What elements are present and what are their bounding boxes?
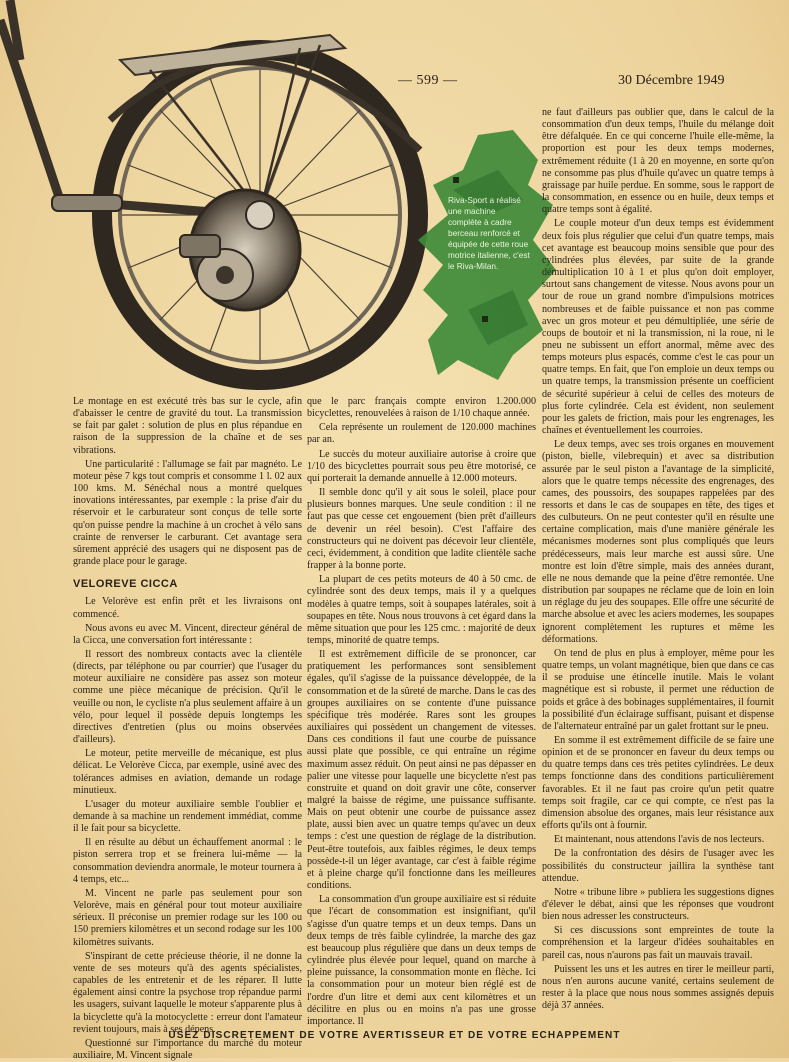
paragraph: Le couple moteur d'un deux temps est évidemment deux fois plus régulier que celui d'un quatre temps, mais cet avantage est beaucoup moins sensible que pour des cylindrées plus élevées, par suite de la grande démultiplication 10 à 1 et plus qu'on doit employer, surtout sans changement de vitesse. Nous avons pour un tour de roue un grand nombre d'impulsions motrices nombreuses et de faible puissance et non pas comme avec un gros moteur et peu démultipliée, une série de coups de boutoir et ni la transmission, ni la roue, ni le pneu ne subissent un effort anormal, même avec des temps moteurs plus espacés, comme c'est le cas pour un quatre temps. En fait, que l'on emploie un deux temps ou un quatre temps, la transmission présente un coefficient de sécurité supérieur à celui de celles des moteurs de plus forte cylindrée. Cela est évident, non seulement pour les galets de friction, mais pour les engrenages, les chaînes et éventuellement les courroies. (542, 218, 774, 437)
photo-caption: Riva-Sport a réalisé une machine complète à cadre berceau renforcé et équipée de cette roue motrice italienne, c'est le Riva-Milan. (448, 195, 530, 271)
paragraph: ne faut d'ailleurs pas oublier que, dans le calcul de la consommation d'un deux temps, l'huile du mélange doit être défalquée. En ce qui concerne l'huile elle-même, la proportion est pour les deux temps modernes, extrêmement réduite (1 à 20 en moyenne, en sorte qu'on ne consomme pas plus d'huile qu'avec un quatre temps à graissage par huile perdue. En somme, sous le rapport de la consommation, en essence ou en huile, deux temps et quatre temps sont à égalité. (542, 107, 774, 216)
section-heading: VELOREVE CICCA (73, 578, 178, 591)
paragraph: Le Velorève est enfin prêt et les livraisons ont commencé. (73, 596, 302, 620)
paragraph: Le montage en est exécuté très bas sur le cycle, afin d'abaisser le centre de gravité du tout. La transmission se fait par galet : solution de plus en plus répandue en raison de la suppression de la chaîne et de ses vibrations. (73, 396, 302, 456)
text-column-3 (542, 107, 774, 1037)
paragraph: S'inspirant de cette précieuse théorie, il ne donne la vente de ses moteurs qu'à des agents spécialistes, capables de les entretenir et de les réparer. Il lutte également ainsi contre la psychose trop répandue parmi les usagers, suivant laquelle le moteur s'apparente plus à la bicyclette qu'à la motocyclette : erreur dont l'amateur revient toujours, mais à ses dépens. (73, 950, 302, 1035)
bicycle-motor-illustration (0, 0, 430, 395)
paragraph: Il ressort des nombreux contacts avec la clientèle (directs, par téléphone ou par courrier) que l'usager du moteur auxiliaire ne considère pas assez son moteur comme une pièce mécanique de précision. Qu'il le veuille ou non, le cycliste n'a plus seulement affaire à un vélo, pour lequel il possède depuis longtemps les directives d'entretien (plus ou moins observées d'ailleurs). (73, 648, 302, 746)
footer-slogan: USEZ DISCRETEMENT DE VOTRE AVERTISSEUR ET DE VOTRE ECHAPPEMENT (168, 1030, 621, 1041)
page-number: — 599 — (398, 73, 458, 88)
paragraph: Et maintenant, nous attendons l'avis de nos lecteurs. (554, 834, 765, 846)
paragraph: Une particularité : l'allumage se fait par magnéto. Le moteur pèse 7 kgs tout compris et consomme 1 l. 02 aux 100 kms. M. Sénéchal nous a montré quelques inovations intéressantes, par exemple : la prise d'air du réservoir et le carburateur sont conçus de telle sorte qu'on puisse pendre la machine à un crochet à vélo sans crainte de renverser le carburant. Cet avantage sera sûrement apprécié des usagers qui ne disposent pas de grande place pour le garage. (73, 458, 302, 568)
paragraph: En somme il est extrêmement difficile de se faire une opinion et de se prononcer en faveur du deux temps ou du quatre temps dans ces très petites cylindrées. Le deux temps fonctionne dans des conditions particulièrement favorables. Et il ne faut pas croire qu'un petit quatre temps soit fragile, car ce qui compte, ce n'est pas la dimension absolue des organes, mais leur résistance aux efforts qu'ils ont à fournir. (542, 734, 774, 832)
paragraph: M. Vincent ne parle pas seulement pour son Velorève, mais en général pour tout moteur auxiliaire sérieux. Il préconise un premier rodage sur les 100 ou 150 premiers kilomètres et un second rodage sur les 100 kilomètres suivants. (73, 887, 302, 948)
paragraph: Nous avons eu avec M. Vincent, directeur général de la Cicca, une conversation fort intéressante : (73, 622, 302, 646)
paragraph: Il en résulte au début un échauffement anormal : le piston serrera trop et se freinera lui-même — la consommation deviendra anormale, le moteur tournera à 4 temps, etc... (73, 837, 302, 885)
paragraph: Si ces discussions sont empreintes de toute la compréhension et la largeur d'idées souhaitables en pareil cas, nous n'aurons pas fait un mauvais travail. (542, 925, 774, 961)
issue-date: 30 Décembre 1949 (618, 73, 725, 88)
paragraph: que le parc français compte environ 1.200.000 bicyclettes, renouvelées à raison de 1/10 chaque année. (307, 396, 536, 420)
paragraph: Puissent les uns et les autres en tirer le meilleur parti, nous n'en aurons aucune vanité, certains seulement de rester à la place que nous nous sommes assignés depuis déjà 37 années. (542, 963, 774, 1012)
text-column-2 (307, 396, 536, 1036)
paragraph: Le moteur, petite merveille de mécanique, est plus délicat. Le Velorève Cicca, par exemple, usiné avec des tolérances admises en aviation, demande un rodage minutieux. (73, 748, 302, 796)
paragraph: La plupart de ces petits moteurs de 40 à 50 cmc. de cylindrée sont des deux temps, mais il y a quelques modèles à quatre temps, soit à soupapes latérales, soit à soupapes en tête. Nous nous trouvons à cet égard dans la même situation que pour les 125 cmc. : majorité de deux temps, minorité de quatre temps. (307, 574, 537, 646)
paragraph: On tend de plus en plus à employer, même pour les quatre temps, un volant magnétique, bien que dans ce cas il se produise une étincelle inutile. Mais le volant magnétique est si robuste, il permet une réduction de poids et grâce à des bobinages supplémentaires, il fournit la possibilité d'un éclairage suffisant, puisant et dispense de l'alternateur entraîné par un galet frottant sur le pneu. (542, 647, 774, 732)
paragraph: Notre « tribune libre » publiera les suggestions dignes d'élever le débat, ainsi que les réponses que voudront bien nous adresser les constructeurs. (542, 886, 774, 923)
caption-bullet-bottom (482, 316, 488, 322)
caption-bullet-top (453, 177, 459, 183)
paragraph: De la confrontation des désirs de l'usager avec les possibilités du constructeur jaillira la synthèse tant attendue. (542, 848, 774, 884)
paragraph: La consommation d'un groupe auxiliaire est si réduite que l'écart de consommation est insignifiant, qu'il s'agisse d'un quatre temps et un deux temps. Dans un deux temps de très faible cylindrée, la marche des gaz est beaucoup plus régulière que dans un deux temps de cylindrée plus élevée pour lequel, quand on marche à pleine puissance, la consommation monte en flèche. Ici la consommation pour un moteur bien réglé est de l'ordre d'un litre et demi aux cent kilomètres et un décilitre en plus ou en moins n'a pas une grosse importance. Il (307, 894, 536, 1027)
paragraph: Cela représente un roulement de 120.000 machines par an. (307, 422, 536, 446)
paragraph: Le deux temps, avec ses trois organes en mouvement (piston, bielle, vilebrequin) et avec sa distribution assurée par le seul piston a l'avantage de la simplicité, alors que le quatre temps nécessite des engrenages, des cames, des poussoirs, des soupapes rappelées par des ressorts et dans le cas de soupapes en tête, des tiges et des culbuteurs. On ne peut contester qu'il en résulte une certaine complication, mais d'une manière générale les mécanismes modernes sont plus compliqués que leurs prédécesseurs, mais leur marche est aussi sûre. Une montre est loin d'être simple, mais des années durant, elle ne nous demande que la peine d'être remontée. Une distribution par soupapes ne réclame que de loin en loin un réglage du jeu des soupapes. Elle offre une sécurité de marche absolue et avec les aciers modernes, les soupapes ignorent complètement les ruptures et même les déformations. (542, 439, 774, 645)
paragraph: L'usager du moteur auxiliaire semble l'oublier et demande à sa machine un rendement immédiat, comme il le fait pour sa bicyclette. (73, 798, 302, 835)
paragraph: Il est extrêmement difficile de se prononcer, car pratiquement les performances sont sensiblement égales, qu'il s'agisse de la puissance développée, de la consommation et de la sûreté de marche. Dans le cas des groupes auxiliaires on se contente d'une puissance spécifique très modérée. Rares sont les groupes auxiliaires qui possèdent un changement de vitesses. Dans ces conditions il faut une courbe de puissance aussi plate que possible, ce qui entraîne un régime maximum assez réduit. On peut ainsi ne pas dépasser en palier une vitesse pour laquelle une bicyclette n'est pas construite et quand on doit gravir une côte, conserver malgré la baisse de régime, une puissance suffisante. Mais on peut obtenir une courbe de puissance assez plate, aussi bien avec un quatre temps qu'avec un deux temps : c'est une question de réglage de la distribution. Peut-être toutefois, aux faibles régimes, le deux temps possède-t-il un léger avantage, car c'est à faible régime et à pleine charge qu'il fonctionne dans les meilleures conditions. (307, 649, 536, 892)
paragraph: Le succès du moteur auxiliaire autorise à croire que 1/10 des bicyclettes pourrait sous peu être motorisé, ce qui porterait la demande annuelle à 12.000 moteurs. (307, 448, 536, 484)
paragraph: Questionné sur l'importance du marché du moteur auxiliaire, M. Vincent signale (73, 1037, 302, 1061)
paragraph: Il semble donc qu'il y ait sous le soleil, place pour plusieurs bonnes marques. Une seule condition : il ne faut pas que cesse cet engouement (bien prêt d'ailleurs de devenir un réel besoin). C'est l'affaire des constructeurs qui ne doivent pas décevoir leur clientèle, ceci, évidemment, à condition que ladite clientèle sache frapper à la bonne porte. (307, 487, 536, 572)
text-column-1 (73, 396, 302, 1061)
